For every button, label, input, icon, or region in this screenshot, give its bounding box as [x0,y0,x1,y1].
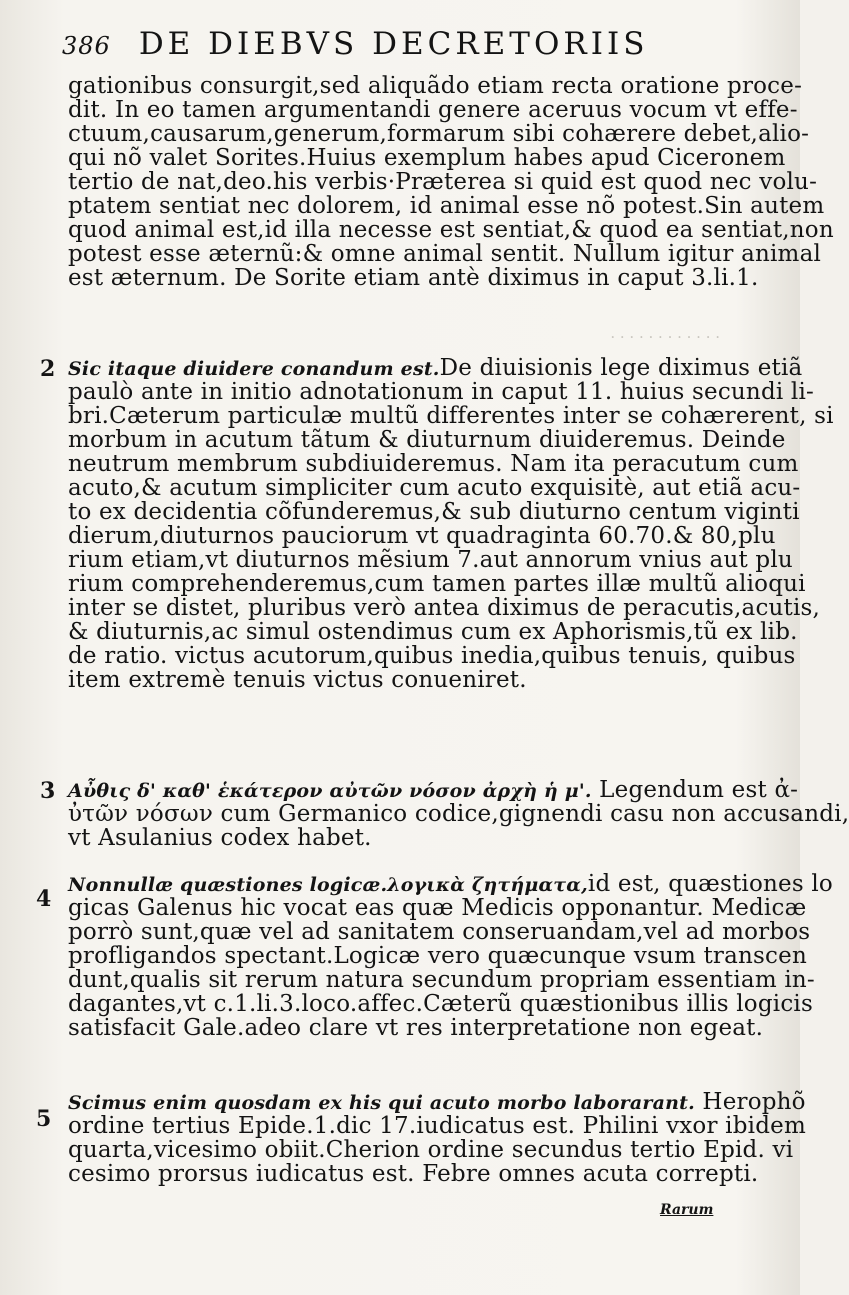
running-head: DE DIEBVS DECRETORIIS [138,26,649,62]
text-line [68,1089,806,1115]
note-paragraph [68,777,849,851]
page-header [62,26,702,66]
text-line: rium comprehenderemus,cum tamen partes illæ multũ alioqui [68,571,806,597]
text-line: inter se distet, pluribus verò antea diximus de peracutis,acutis, [68,595,821,621]
text-line: rium etiam,vt diuturnos mẽsium 7.aut annorum vnius aut plu [68,547,793,573]
text-span: Legendum est ἀ- [591,777,799,803]
note-number: 2 [40,356,56,382]
note-paragraph [68,355,834,693]
text-line: gationibus consurgit,sed aliquãdo etiam recta oratione proce- [68,73,803,99]
text-span: De diuisionis lege diximus etiã [439,355,803,381]
text-line: ptatem sentiat nec dolorem, id animal esse nõ potest.Sin autem [68,193,825,219]
text-line: paulò ante in initio adnotationum in caput 11. huius secundi li- [68,379,815,405]
note-paragraph [68,871,833,1064]
note-number: 5 [36,1106,52,1132]
text-line: dit. In eo tamen argumentandi genere aceruus vocum vt effe- [68,97,798,123]
text-line: porrò sunt,quæ vel ad sanitatem conseruandam,vel ad morbos [68,919,811,945]
text-line: & diuturnis,ac simul ostendimus cum ex Aphorismis,tũ ex lib. [68,619,798,645]
catchword: Rarum [660,1202,714,1218]
text-line: vt Asulanius codex habet. [68,825,372,851]
note-number: 3 [40,778,56,804]
text-line: bri.Cæterum particulæ multũ differentes inter se cohærerent, si [68,403,834,429]
text-line [68,871,833,897]
note-number: 4 [36,886,52,912]
text-line: tertio de nat,deo.his verbis·Præterea si quid est quod nec volu- [68,169,818,195]
text-line [68,777,799,803]
text-line: potest esse æternũ:& omne animal sentit. Nullum igitur animal [68,241,822,267]
note-lemma: Scimus enim quosdam ex his qui acuto morbo laborarant. [68,1092,695,1114]
text-line: est æternum. De Sorite etiam antè diximus in caput 3.li.1. [68,265,759,291]
text-line: de ratio. victus acutorum,quibus inedia,quibus tenuis, quibus [68,643,796,669]
text-line: to ex decidentia cõfunderemus,& sub diuturno centum viginti [68,499,800,525]
text-line: item extremè tenuis victus conueniret. [68,667,527,693]
page-number: 386 [62,32,111,60]
text-line: quod animal est,id illa necesse est sentiat,& quod ea sentiat,non [68,217,834,243]
text-line: cesimo prorsus iudicatus est. Febre omnes acuta correpti. [68,1161,759,1187]
text-line: quarta,vicesimo obiit.Cherion ordine secundus tertio Epid. vi [68,1137,794,1163]
show-through-text: · · · · · · · · · · · · [610,328,720,346]
text-line: gicas Galenus hic vocat eas quæ Medicis opponantur. Medicæ [68,895,807,921]
text-line: dierum,diuturnos pauciorum vt quadraginta 60.70.& 80,plu [68,523,776,549]
text-line: neutrum membrum subdiuideremus. Nam ita peracutum cum [68,451,799,477]
text-line: ordine tertius Epide.1.dic 17.iudicatus est. Philini vxor ibidem [68,1113,806,1139]
text-line: acuto,& acutum simpliciter cum acuto exquisitè, aut etiã acu- [68,475,801,501]
text-line: qui nõ valet Sorites.Huius exemplum habes apud Ciceronem [68,145,786,171]
text-line: profligandos spectant.Logicæ vero quæcunque vsum transcen [68,943,807,969]
text-line: dunt,qualis sit rerum natura secundum propriam essentiam in- [68,967,815,993]
text-line [68,355,803,381]
text-line: satisfacit Gale.adeo clare vt res interpretatione non egeat. [68,1015,764,1041]
text-line: morbum in acutum tãtum & diuturnum diuideremus. Deinde [68,427,786,453]
note-lemma: Nonnullæ quæstiones logicæ.λογικὰ ζητήματα, [68,874,588,896]
intro-paragraph [68,73,834,291]
text-line [68,1040,734,1064]
note-lemma: Αὖθις δ' καθ' ἑκάτερον αὐτῶν νόσον ἀρχὴ ἡ μ'. [68,780,592,802]
text-span: id est, quæstiones lo [587,871,833,897]
text-line: dagantes,vt c.1.li.3.loco.affec.Cæterũ quæstionibus illis logicis [68,991,813,1017]
note-paragraph [68,1089,806,1187]
note-lemma: Sic itaque diuidere conandum est. [68,358,440,380]
text-line: ctuum,causarum,generum,formarum sibi cohærere debet,alio- [68,121,810,147]
text-span: Herophõ [694,1089,806,1115]
text-line: ὐτῶν νόσων cum Germanico codice,gignendi casu non accusandi, [68,801,849,827]
